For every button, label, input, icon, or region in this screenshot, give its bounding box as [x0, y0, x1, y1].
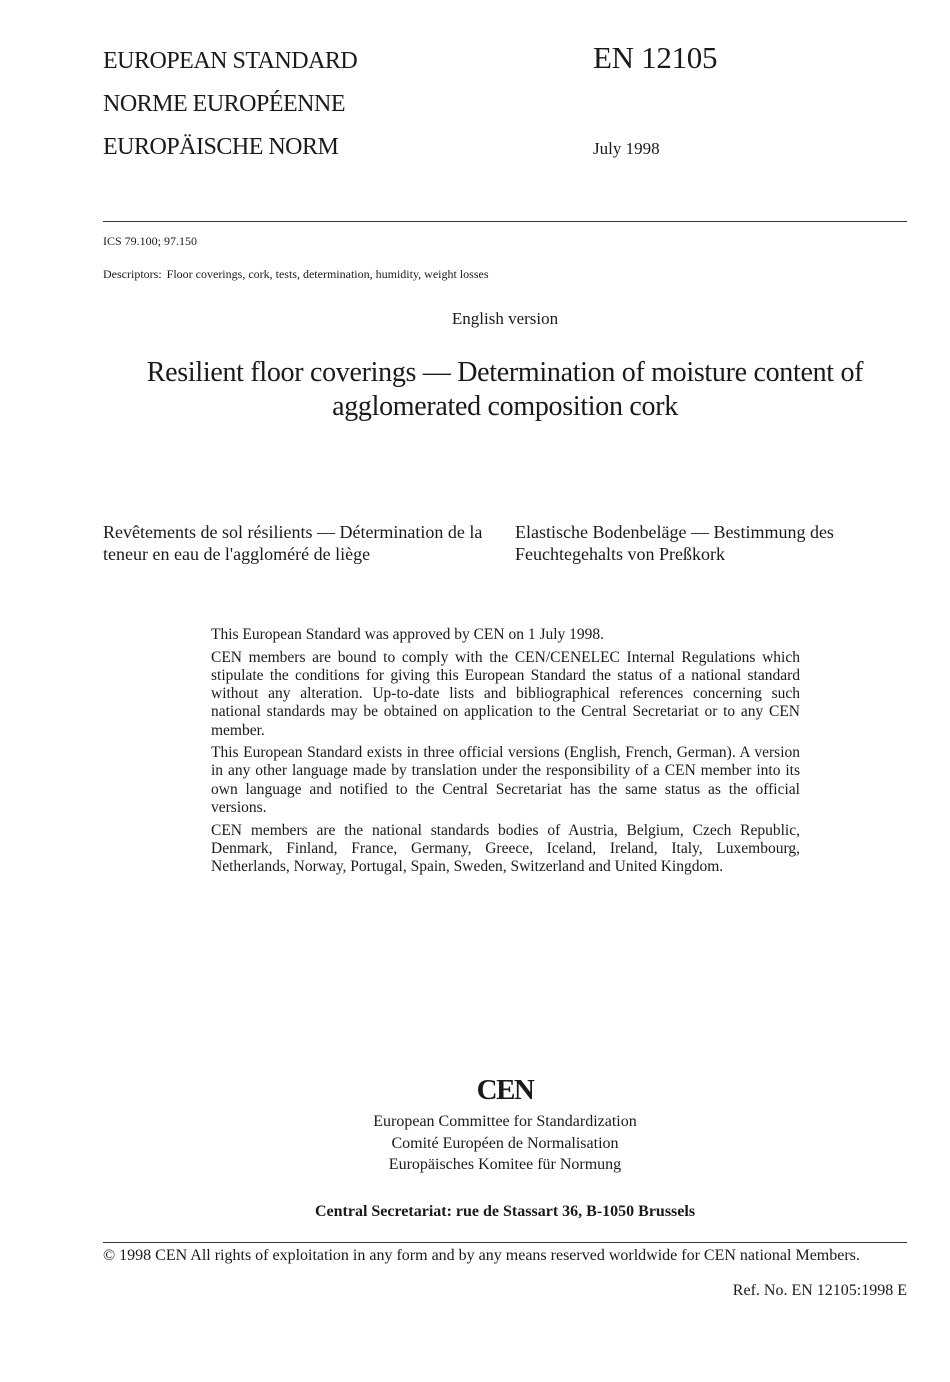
reference-number: Ref. No. EN 12105:1998 E	[732, 1282, 907, 1299]
language-version: English version	[451, 309, 559, 328]
cen-logo: CEN	[476, 1074, 534, 1106]
approval-paragraph: CEN members are bound to comply with the CEN/CENELEC Internal Regulations which stipulate the conditions for giving this European Standard the status of a national standard without any alteration. Up-to-date lists and bibliographical references concerning such national standards may be obtained on application to the Central Secretariat or to any CEN member.	[211, 648, 800, 739]
document-number: EN 12105	[593, 40, 718, 75]
descriptors-value: Floor coverings, cork, tests, determination, humidity, weight losses	[166, 267, 489, 281]
descriptors	[103, 267, 489, 282]
cen-name-english: European Committee for Standardization	[373, 1113, 637, 1130]
cen-name-french: Comité Européen de Normalisation	[391, 1135, 619, 1152]
document-title: Resilient floor coverings — Determination of moisture content of agglomerated composition cork	[146, 357, 864, 422]
title-german: Elastische Bodenbeläge — Bestimmung des Feuchtegehalts von Preßkork	[515, 522, 834, 564]
top-divider	[103, 221, 907, 222]
title-french: Revêtements de sol résilients — Détermination de la teneur en eau de l'aggloméré de liège	[103, 522, 483, 564]
descriptors-label: Descriptors:	[103, 267, 162, 281]
copyright-notice: © 1998 CEN All rights of exploitation in any form and by any means reserved worldwide for CEN national Members.	[103, 1247, 860, 1264]
ics-codes: ICS 79.100; 97.150	[103, 234, 198, 248]
standard-name-french: NORME EUROPÉENNE	[103, 91, 345, 117]
bottom-divider	[103, 1242, 907, 1243]
standard-name-german: EUROPÄISCHE NORM	[103, 134, 339, 160]
central-secretariat-address: Central Secretariat: rue de Stassart 36, B-1050 Brussels	[314, 1203, 696, 1220]
approval-paragraph: This European Standard exists in three official versions (English, French, German). A version in any other language made by translation under the responsibility of a CEN member into its own language and notified to the Central Secretariat has the same status as the official versions.	[211, 744, 800, 816]
publication-date: July 1998	[593, 139, 660, 158]
approval-statement	[211, 626, 800, 881]
standard-name-english: EUROPEAN STANDARD	[103, 48, 358, 74]
approval-paragraph: This European Standard was approved by CEN on 1 July 1998.	[211, 626, 605, 643]
approval-paragraph: CEN members are the national standards bodies of Austria, Belgium, Czech Republic, Denmark, Finland, France, Germany, Greece, Iceland, Ireland, Italy, Luxembourg, Netherlands, Norway, Portugal, Spain, Sweden, Switzerland and United Kingdom.	[211, 821, 800, 875]
cen-name-german: Europäisches Komitee für Normung	[388, 1156, 622, 1173]
